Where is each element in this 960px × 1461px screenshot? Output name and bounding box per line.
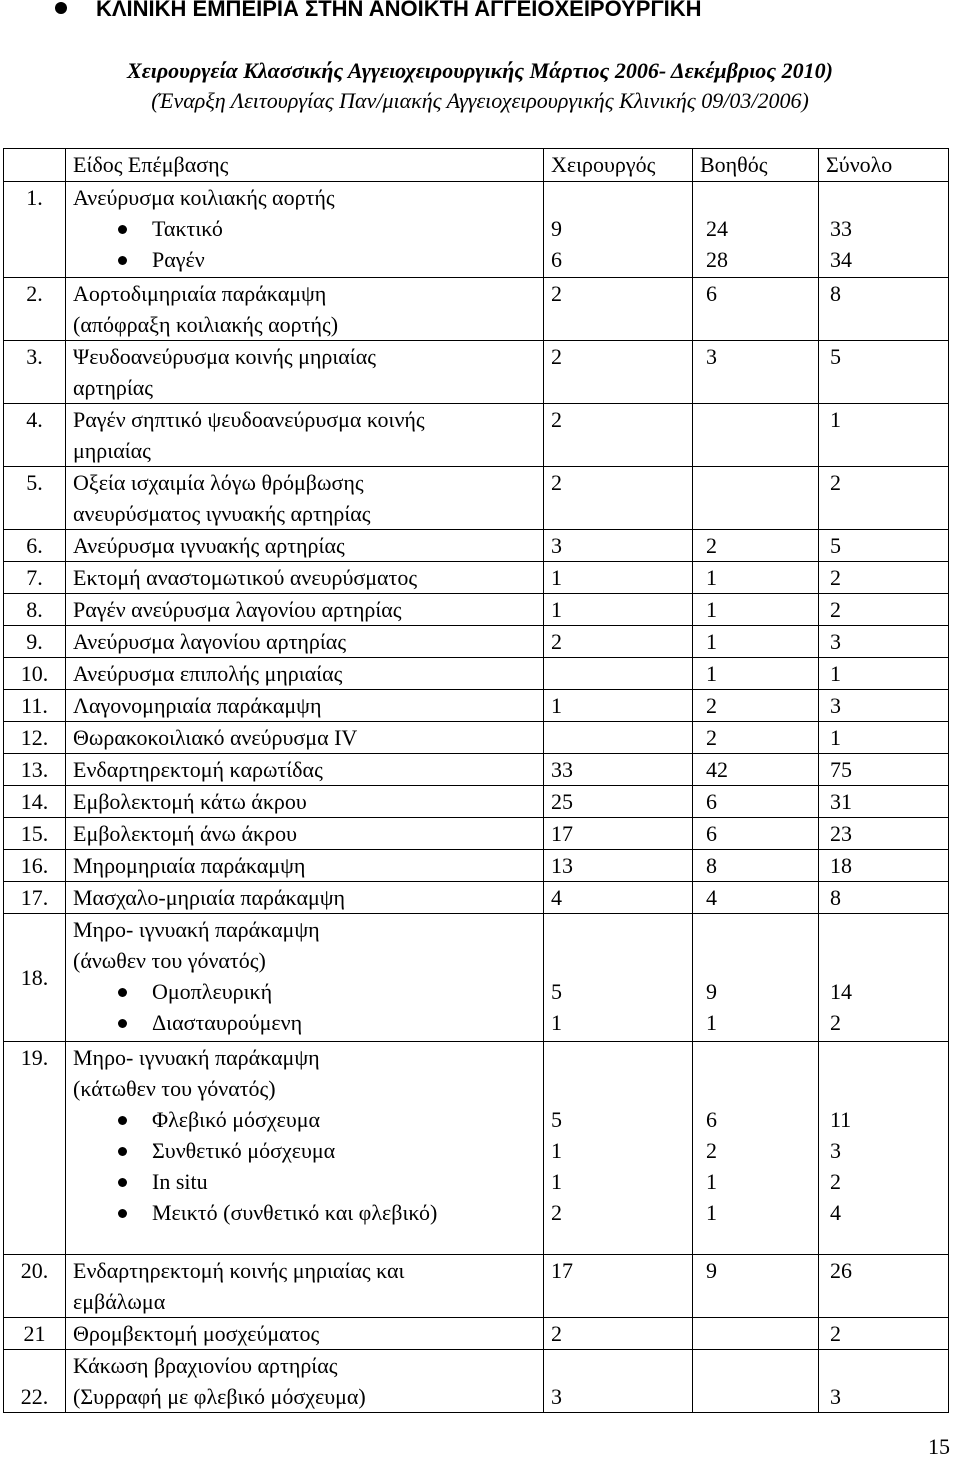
heading <box>0 0 960 26</box>
value: 11 <box>830 1107 852 1132</box>
heading-text: ΚΛΙΝΙΚΗ ΕΜΠΕΙΡΙΑ ΣΤΗΝ ΑΝΟΙΚΤΗ ΑΓΓΕΙΟΧΕΙΡΟΥΡΓΙΚΗ <box>96 0 702 21</box>
desc-line-2: μηριαίας <box>73 438 151 463</box>
assistant-cell: 1 <box>693 626 819 658</box>
surgeon-cell: 2 <box>544 467 693 530</box>
total-cell: 2 <box>819 562 949 594</box>
total-cell: 5 <box>819 530 949 562</box>
desc-line: Ραγέν σηπτικό ψευδοανεύρυσμα κοινής <box>73 407 425 432</box>
surgeon-cell: 13 <box>544 850 693 882</box>
table-row <box>4 404 949 467</box>
row-number: 20. <box>4 1255 66 1318</box>
row-description: Ενδαρτηρεκτομή καρωτίδας <box>66 754 544 786</box>
assistant-cell <box>693 914 819 1042</box>
surgeon-cell: 1 <box>544 562 693 594</box>
assistant-cell: 2 <box>693 530 819 562</box>
value: 3 <box>830 1138 841 1163</box>
sub-item: Τακτικό <box>73 213 543 244</box>
table-row <box>4 1318 949 1350</box>
row-number: 2. <box>4 278 66 341</box>
sub-item: Διασταυρούμενη <box>73 1007 543 1038</box>
surgeon-cell: 2 <box>544 278 693 341</box>
value: 5 <box>551 979 562 1004</box>
surgeon-cell: 2 <box>544 1318 693 1350</box>
total-cell: 3 <box>819 1350 949 1413</box>
total-cell: 23 <box>819 818 949 850</box>
surgeon-cell: 2 <box>544 626 693 658</box>
total-cell: 31 <box>819 786 949 818</box>
row-description: Ραγέν ανεύρυσμα λαγονίου αρτηρίας <box>66 594 544 626</box>
surgeon-cell: 3 <box>544 1350 693 1413</box>
row-description: Μηρομηριαία παράκαμψη <box>66 850 544 882</box>
row-description <box>66 1042 544 1255</box>
value: 34 <box>830 247 852 272</box>
table-row <box>4 658 949 690</box>
surgeon-cell: 2 <box>544 341 693 404</box>
assistant-cell <box>693 404 819 467</box>
table-row <box>4 1042 949 1255</box>
desc-line-2: (απόφραξη κοιλιακής αορτής) <box>73 312 339 337</box>
assistant-cell: 6 <box>693 278 819 341</box>
row-description: Θρομβεκτομή μοσχεύματος <box>66 1318 544 1350</box>
value: 1 <box>706 1169 717 1194</box>
surgeon-cell: 4 <box>544 882 693 914</box>
row-description <box>66 341 544 404</box>
total-cell: 2 <box>819 594 949 626</box>
table-row <box>4 594 949 626</box>
subtitle: Χειρουργεία Κλασσικής Αγγειοχειρουργικής Μάρτιος 2006- Δεκέμβριος 2010) <box>127 58 833 83</box>
row-description: Εμβολεκτομή κάτω άκρου <box>66 786 544 818</box>
row-description <box>66 914 544 1042</box>
total-cell: 3 <box>819 690 949 722</box>
value: 1 <box>706 1200 717 1225</box>
desc-line-2: εμβάλωμα <box>73 1289 166 1314</box>
assistant-cell: 1 <box>693 594 819 626</box>
value: 4 <box>830 1200 841 1225</box>
surgery-table <box>3 148 949 1413</box>
row-description <box>66 467 544 530</box>
row-number: 7. <box>4 562 66 594</box>
total-cell: 8 <box>819 278 949 341</box>
row-description: Εμβολεκτομή άνω άκρου <box>66 818 544 850</box>
table-row <box>4 278 949 341</box>
row-description <box>66 404 544 467</box>
table-row <box>4 690 949 722</box>
header-number-cell <box>4 149 66 182</box>
sub-item: Μεικτό (συνθετικό και φλεβικό) <box>73 1197 543 1228</box>
surgeon-cell: 1 <box>544 594 693 626</box>
table-row <box>4 818 949 850</box>
row-number: 9. <box>4 626 66 658</box>
sub-item: Ραγέν <box>73 244 543 275</box>
desc-line: Αορτοδιμηριαία παράκαμψη <box>73 281 327 306</box>
desc-line: Μηρο- ιγνυακή παράκαμψη <box>73 917 320 942</box>
table-row <box>4 530 949 562</box>
total-cell <box>819 914 949 1042</box>
row-description: Ανεύρυσμα λαγονίου αρτηρίας <box>66 626 544 658</box>
table-row <box>4 754 949 786</box>
total-cell: 5 <box>819 341 949 404</box>
total-cell <box>819 1042 949 1255</box>
surgeon-cell <box>544 914 693 1042</box>
row-description: Εκτομή αναστομωτικού ανευρύσματος <box>66 562 544 594</box>
row-number: 4. <box>4 404 66 467</box>
desc-line: Κάκωση βραχιονίου αρτηρίας <box>73 1353 338 1378</box>
assistant-cell: 3 <box>693 341 819 404</box>
row-description <box>66 182 544 278</box>
total-cell: 1 <box>819 722 949 754</box>
value: 6 <box>706 1107 717 1132</box>
value: 1 <box>551 1010 562 1035</box>
value: 6 <box>551 247 562 272</box>
surgeon-cell: 1 <box>544 690 693 722</box>
table-row <box>4 341 949 404</box>
row-number: 8. <box>4 594 66 626</box>
surgeon-cell: 17 <box>544 1255 693 1318</box>
row-number: 13. <box>4 754 66 786</box>
surgeon-cell <box>544 1042 693 1255</box>
value: 33 <box>830 216 852 241</box>
assistant-cell: 9 <box>693 1255 819 1318</box>
desc-line: Μηρο- ιγνυακή παράκαμψη <box>73 1045 320 1070</box>
value: 14 <box>830 979 852 1004</box>
row-number: 21 <box>4 1318 66 1350</box>
table-row <box>4 1255 949 1318</box>
surgeon-cell <box>544 658 693 690</box>
header-surgeon: Χειρουργός <box>544 149 693 182</box>
total-cell: 1 <box>819 404 949 467</box>
desc-line-2: (άνωθεν του γόνατός) <box>73 948 266 973</box>
assistant-cell: 2 <box>693 690 819 722</box>
surgeon-cell <box>544 182 693 278</box>
row-number: 22. <box>4 1350 66 1413</box>
table-header-row <box>4 149 949 182</box>
total-cell <box>819 182 949 278</box>
bullet-icon <box>55 2 67 14</box>
surgeon-cell: 33 <box>544 754 693 786</box>
desc-line: Οξεία ισχαιμία λόγω θρόμβωσης <box>73 470 364 495</box>
value: 1 <box>551 1169 562 1194</box>
row-number: 12. <box>4 722 66 754</box>
table-row <box>4 722 949 754</box>
total-cell: 18 <box>819 850 949 882</box>
assistant-cell: 42 <box>693 754 819 786</box>
header-total: Σύνολο <box>819 149 949 182</box>
row-number: 18. <box>4 914 66 1042</box>
assistant-cell <box>693 182 819 278</box>
row-description: Ανεύρυσμα ιγνυακής αρτηρίας <box>66 530 544 562</box>
desc-line: Ενδαρτηρεκτομή κοινής μηριαίας και <box>73 1258 405 1283</box>
row-number: 6. <box>4 530 66 562</box>
desc-line: Ανεύρυσμα κοιλιακής αορτής <box>73 185 335 210</box>
total-cell: 8 <box>819 882 949 914</box>
assistant-cell: 1 <box>693 658 819 690</box>
sub-item: Συνθετικό μόσχευμα <box>73 1135 543 1166</box>
total-cell: 1 <box>819 658 949 690</box>
table-row <box>4 914 949 1042</box>
row-number: 19. <box>4 1042 66 1255</box>
row-number: 14. <box>4 786 66 818</box>
desc-line-2: ανευρύσματος ιγνυακής αρτηρίας <box>73 501 371 526</box>
row-description: Μασχαλο-μηριαία παράκαμψη <box>66 882 544 914</box>
sub-item: Ομοπλευρική <box>73 976 543 1007</box>
sub-item: Φλεβικό μόσχευμα <box>73 1104 543 1135</box>
total-cell: 2 <box>819 1318 949 1350</box>
assistant-cell: 1 <box>693 562 819 594</box>
table-row <box>4 467 949 530</box>
value: 9 <box>706 979 717 1004</box>
total-cell: 26 <box>819 1255 949 1318</box>
value: 9 <box>551 216 562 241</box>
row-description <box>66 1255 544 1318</box>
surgeon-cell: 2 <box>544 404 693 467</box>
total-cell: 2 <box>819 467 949 530</box>
row-number: 5. <box>4 467 66 530</box>
row-description: Λαγονομηριαία παράκαμψη <box>66 690 544 722</box>
value: 1 <box>706 1010 717 1035</box>
row-description <box>66 278 544 341</box>
surgeon-cell <box>544 722 693 754</box>
row-number: 3. <box>4 341 66 404</box>
value: 2 <box>551 1200 562 1225</box>
total-cell: 75 <box>819 754 949 786</box>
value: 2 <box>830 1010 841 1035</box>
row-number: 1. <box>4 182 66 278</box>
table-row <box>4 1350 949 1413</box>
assistant-cell: 6 <box>693 818 819 850</box>
value: 1 <box>551 1138 562 1163</box>
header-assistant: Βοηθός <box>693 149 819 182</box>
assistant-cell: 4 <box>693 882 819 914</box>
row-description <box>66 1350 544 1413</box>
assistant-cell <box>693 1350 819 1413</box>
assistant-cell <box>693 1042 819 1255</box>
assistant-cell <box>693 1318 819 1350</box>
surgeon-cell: 25 <box>544 786 693 818</box>
row-number: 17. <box>4 882 66 914</box>
assistant-cell: 8 <box>693 850 819 882</box>
desc-line-2: (Συρραφή με φλεβικό μόσχευμα) <box>73 1384 366 1409</box>
row-number: 11. <box>4 690 66 722</box>
page-number: 15 <box>928 1434 950 1459</box>
table-row <box>4 626 949 658</box>
assistant-cell: 2 <box>693 722 819 754</box>
table-row <box>4 882 949 914</box>
surgeon-cell: 3 <box>544 530 693 562</box>
desc-line: Ψευδοανεύρυσμα κοινής μηριαίας <box>73 344 376 369</box>
table-row <box>4 182 949 278</box>
value: 24 <box>706 216 728 241</box>
total-cell: 3 <box>819 626 949 658</box>
value: 2 <box>830 1169 841 1194</box>
table-row <box>4 850 949 882</box>
sub-item: In situ <box>73 1166 543 1197</box>
row-number: 15. <box>4 818 66 850</box>
surgeon-cell: 17 <box>544 818 693 850</box>
table-row <box>4 562 949 594</box>
desc-line-2: (κάτωθεν του γόνατός) <box>73 1076 276 1101</box>
value: 2 <box>706 1138 717 1163</box>
row-number: 16. <box>4 850 66 882</box>
row-description: Ανεύρυσμα επιπολής μηριαίας <box>66 658 544 690</box>
row-number: 10. <box>4 658 66 690</box>
row-description: Θωρακοκοιλιακό ανεύρυσμα IV <box>66 722 544 754</box>
table-row <box>4 786 949 818</box>
desc-line-2: αρτηρίας <box>73 375 153 400</box>
value: 28 <box>706 247 728 272</box>
subtitle-secondary: (Έναρξη Λειτουργίας Παν/μιακής Αγγειοχειρουργικής Κλινικής 09/03/2006) <box>151 88 809 113</box>
assistant-cell: 6 <box>693 786 819 818</box>
header-type: Είδος Επέμβασης <box>66 149 544 182</box>
value: 5 <box>551 1107 562 1132</box>
assistant-cell <box>693 467 819 530</box>
